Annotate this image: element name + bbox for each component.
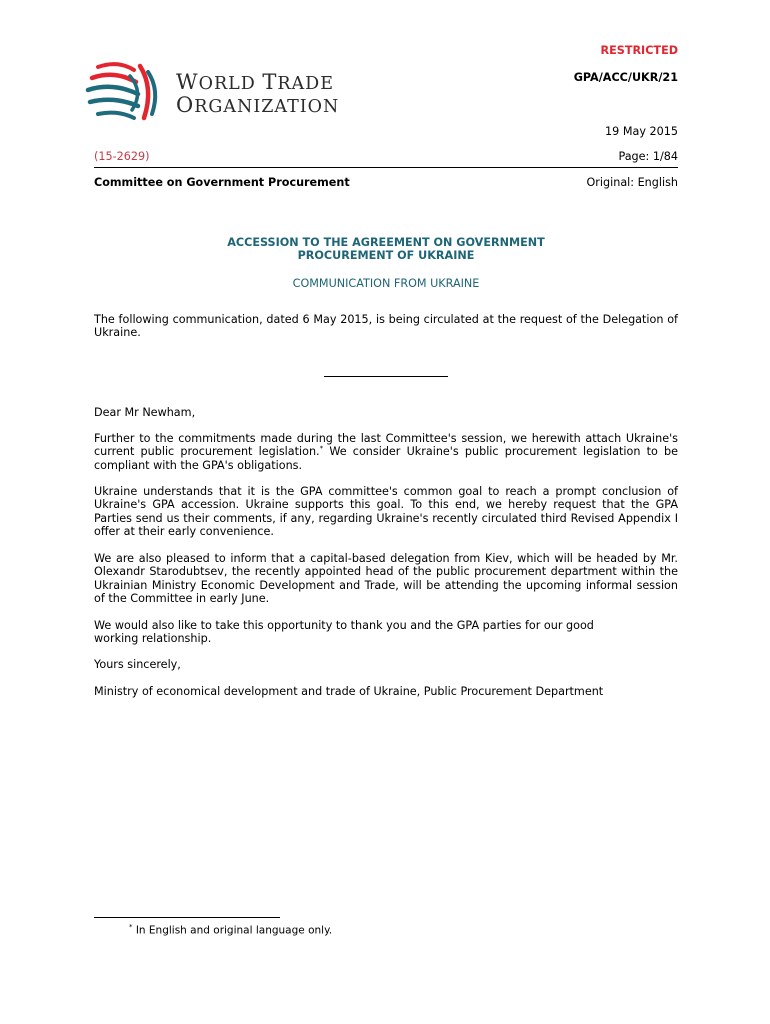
section-separator [324,376,448,377]
body-paragraph-2: Ukraine understands that it is the GPA committee's common goal to reach a prompt conclusion of Ukraine's GPA accession. Ukraine supports this goal. To this end, we hereby request that the GPA Parties send us their comments, if any, regarding Ukraine's recently circulated third Revised Appendix I offer at their early convenience. [94,485,678,539]
organization-name [176,72,346,118]
body-paragraph-4: We would also like to take this opportunity to thank you and the GPA parties for our good working relationship. [94,619,594,646]
organization-name-line1: WORLD TRADE [176,70,334,94]
footnote [129,923,332,937]
wto-logo-icon [84,58,166,126]
wto-logo [84,58,340,126]
document-date: 19 May 2015 [605,125,678,138]
footnote-text: In English and original language only. [132,924,333,937]
organization-name-line2: ORGANIZATION [176,93,340,117]
body-paragraph-3: We are also pleased to inform that a capital-based delegation from Kiev, which will be headed by Mr. Olexandr Starodubtsev, the recently appointed head of the public procurement department within the Ukrainian Ministry Economic Development and Trade, will be attending the upcoming informal session of the Committee in early June. [94,552,678,606]
page-number: Page: 1/84 [618,150,678,163]
footnote-reference: * [319,444,324,453]
job-number: (15-2629) [94,150,150,163]
document-title-line1: ACCESSION TO THE AGREEMENT ON GOVERNMENT [227,236,545,249]
document-title [94,236,678,262]
footnote-divider [94,917,280,918]
committee-name: Committee on Government Procurement [94,176,350,189]
signature: Ministry of economical development and trade of Ukraine, Public Procurement Department [94,685,604,698]
document-symbol: GPA/ACC/UKR/21 [573,71,678,84]
header-divider [94,167,678,168]
document-title-line2: PROCUREMENT OF UKRAINE [297,249,475,262]
body-paragraph-1: Further to the commitments made during the last Committee's session, we herewith attach Ukraine's current public procurement legislation.* We consider Ukraine's public procurement legislation to be compliant with the GPA's obligations. [94,432,679,472]
salutation: Dear Mr Newham, [94,406,196,419]
closing: Yours sincerely, [94,658,181,671]
document-subtitle: COMMUNICATION FROM UKRAINE [292,277,480,290]
original-language: Original: English [586,176,678,189]
restricted-label: RESTRICTED [600,44,678,57]
footnote-mark: * [129,923,133,931]
intro-paragraph: The following communication, dated 6 May 2015, is being circulated at the request of the Delegation of Ukraine. [94,313,678,340]
